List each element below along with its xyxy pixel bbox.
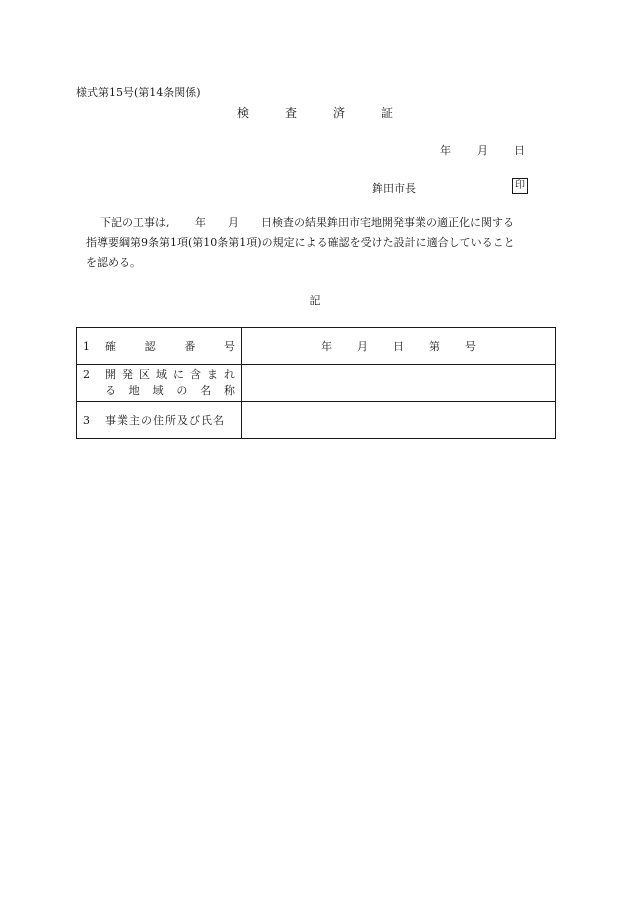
label-char: 名 bbox=[200, 384, 212, 397]
label-char: 開 bbox=[105, 368, 116, 381]
development-area-value bbox=[242, 365, 556, 402]
label-char: 域 bbox=[152, 384, 164, 397]
label-char: 域 bbox=[156, 368, 167, 381]
value-char: 日 bbox=[393, 340, 404, 353]
developer-address-value bbox=[242, 402, 556, 439]
issue-date bbox=[440, 142, 551, 158]
label-text: 事業主の住所及び氏名 bbox=[105, 414, 225, 427]
developer-address-label bbox=[77, 402, 242, 439]
label-char: ま bbox=[207, 368, 218, 381]
value-char: 号 bbox=[465, 340, 476, 353]
label-char: 番 bbox=[184, 340, 196, 353]
label-char: る bbox=[105, 384, 116, 397]
label-char: に bbox=[173, 368, 184, 381]
day-label: 日 bbox=[514, 144, 525, 157]
confirmation-number-label bbox=[77, 328, 242, 365]
value-char: 年 bbox=[321, 340, 332, 353]
label-char: の bbox=[176, 384, 188, 397]
table-row bbox=[77, 365, 556, 402]
value-char: 第 bbox=[429, 340, 440, 353]
table-row bbox=[77, 328, 556, 365]
title-char: 済 bbox=[332, 106, 345, 120]
body-line: 下記の工事は, 年 月 日検査の結果鉾田市宅地開発事業の適正化に関する bbox=[100, 216, 514, 229]
row-number: 1 bbox=[83, 339, 90, 353]
confirmation-number-value bbox=[242, 328, 556, 365]
development-area-label bbox=[77, 365, 242, 402]
row-number: 2 bbox=[83, 368, 90, 381]
issuer-name: 鉾田市長 bbox=[372, 182, 416, 195]
label-char: 地 bbox=[128, 384, 140, 397]
label-char: れ bbox=[224, 368, 235, 381]
label-char: 発 bbox=[122, 368, 133, 381]
label-char: 確 bbox=[105, 340, 116, 353]
ki-heading: 記 bbox=[309, 294, 321, 307]
title-char: 証 bbox=[380, 106, 393, 120]
body-line: 指導要綱第9条第1項(第10条第1項)の規定による確認を受けた設計に適合していること bbox=[86, 236, 515, 249]
seal-box: 印 bbox=[512, 178, 528, 194]
label-char: 称 bbox=[223, 384, 235, 397]
details-table bbox=[76, 327, 556, 439]
certificate-body bbox=[86, 213, 556, 273]
value-char: 月 bbox=[357, 340, 368, 353]
label-char: 含 bbox=[190, 368, 201, 381]
title-char: 検 bbox=[236, 106, 249, 120]
year-label: 年 bbox=[440, 144, 451, 157]
label-char: 認 bbox=[144, 340, 156, 353]
title-char: 査 bbox=[284, 106, 297, 120]
document-title bbox=[0, 104, 630, 121]
form-number: 様式第15号(第14条関係) bbox=[76, 86, 201, 99]
label-char: 号 bbox=[223, 340, 235, 353]
row-number: 3 bbox=[83, 413, 90, 427]
label-char: 区 bbox=[139, 368, 150, 381]
month-label: 月 bbox=[477, 144, 488, 157]
body-line: を認める。 bbox=[86, 256, 141, 269]
table-row bbox=[77, 402, 556, 439]
